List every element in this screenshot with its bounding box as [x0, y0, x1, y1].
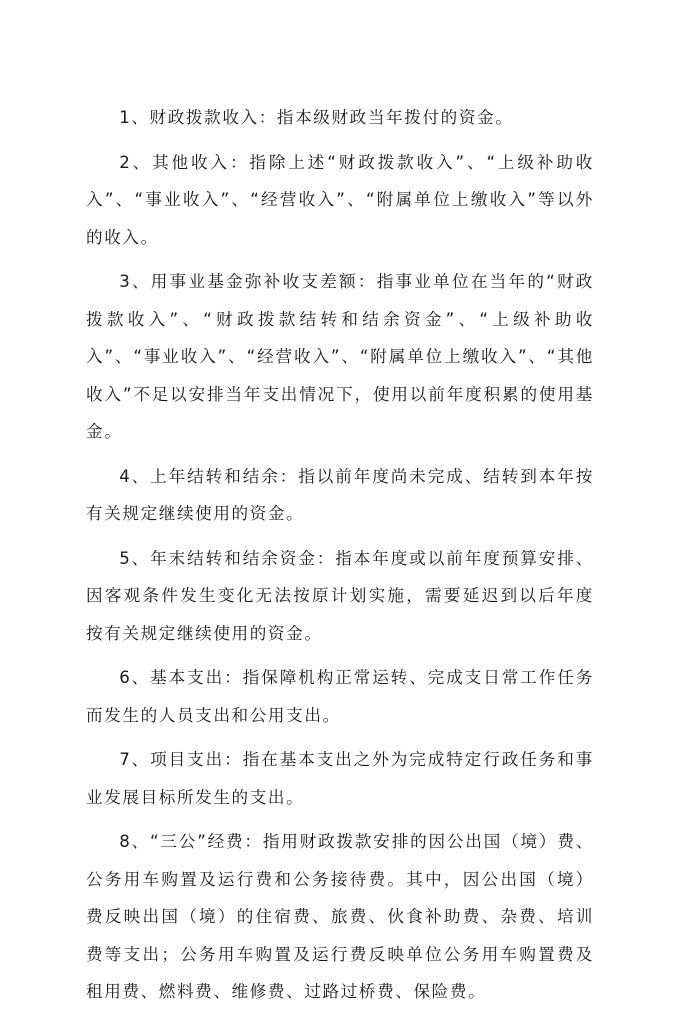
- paragraph-year-end-carryover: 5、年末结转和结余资金：指本年度或以前年度预算安排、因客观条件发生变化无法按原计划实施，需要延迟到以后年度按有关规定继续使用的资金。: [86, 548, 594, 643]
- paragraph-three-public-expenses: 8、“三公”经费：指用财政拨款安排的因公出国（境）费、公务用车购置及运行费和公务接待费。其中，因公出国（境）费反映出国（境）的住宿费、旅费、伙食补助费、杂费、培训费等支出；公务用车购置及运行费反映单位公务用车购置费及租用费、燃料费、维修费、过路过桥费、保险费。: [86, 832, 594, 1001]
- paragraph-fiscal-appropriation-income: 1、财政拨款收入：指本级财政当年拨付的资金。: [119, 108, 514, 127]
- paragraph-basic-expenditure: 6、基本支出：指保障机构正常运转、完成支日常工作任务而发生的人员支出和公用支出。: [86, 668, 594, 725]
- paragraph-prior-year-carryover: 4、上年结转和结余：指以前年度尚未完成、结转到本年按有关规定继续使用的资金。: [86, 466, 594, 523]
- paragraph-other-income: 2、其他收入：指除上述“财政拨款收入”、“上级补助收入”、“事业收入”、“经营收入”、“附属单位上缴收入”等以外的收入。: [86, 152, 594, 247]
- paragraph-business-fund-offset: 3、用事业基金弥补收支差额：指事业单位在当年的“财政拨款收入”、“财政拨款结转和结余资金”、“上级补助收入”、“事业收入”、“经营收入”、“附属单位上缴收入”、“其他收入”不足以安排当年支出情况下，使用以前年度积累的使用基金。: [86, 272, 594, 441]
- document-body: [86, 99, 594, 1018]
- paragraph-project-expenditure: 7、项目支出：指在基本支出之外为完成特定行政任务和事业发展目标所发生的支出。: [86, 750, 594, 807]
